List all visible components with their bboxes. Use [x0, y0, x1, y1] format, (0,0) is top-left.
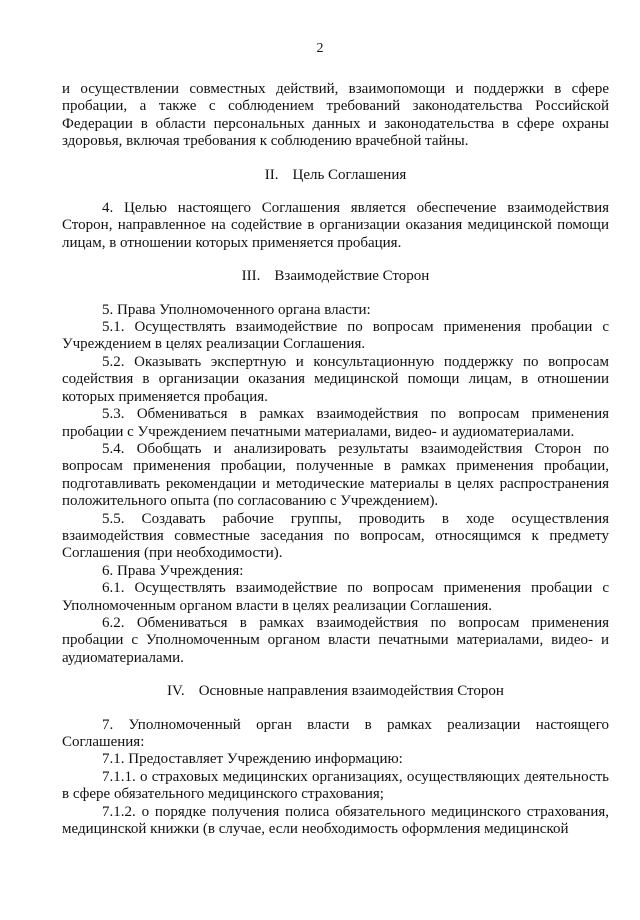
- clause-7-1-1: 7.1.1. о страховых медицинских организациях, осуществляющих деятельность в сфере обязательного медицинского страхования;: [62, 768, 609, 803]
- clause-6-1: 6.1. Осуществлять взаимодействие по вопросам применения пробации с Уполномоченным органом власти в целях реализации Соглашения.: [62, 580, 609, 614]
- clause-5-4: 5.4. Обобщать и анализировать результаты взаимодействия Сторон по вопросам применения пробации, полученные в рамках применения пробации, подготавливать рекомендации и методические материалы в целях распространения положительного опыта (по согласованию с Учреждением).: [62, 440, 609, 510]
- clause-5: 5. Права Уполномоченного органа власти:: [102, 301, 371, 318]
- clause-5-2: 5.2. Оказывать экспертную и консультационную поддержку по вопросам содействия в организации оказания медицинской помощи лицам, в отношении которых применяется пробация.: [62, 353, 609, 405]
- intro-paragraph: и осуществлении совместных действий, взаимопомощи и поддержки в сфере пробации, а также с соблюдением требований законодательства Российской Федерации в области персональных данных и законодательства в сфере охраны здоровья, включая требования к соблюдению врачебной тайны.: [62, 81, 609, 150]
- section-title: Основные направления взаимодействия Сторон: [198, 683, 504, 700]
- clause-5-3: 5.3. Обмениваться в рамках взаимодействия по вопросам применения пробации с Учреждением печатными материалами, видео- и аудиоматериалами.: [62, 406, 609, 440]
- clause-7-1: 7.1. Предоставляет Учреждению информацию:: [102, 751, 403, 768]
- clause-7: 7. Уполномоченный орган власти в рамках реализации настоящего Соглашения:: [62, 716, 609, 750]
- clause-5-5: 5.5. Создавать рабочие группы, проводить в ходе осуществления взаимодействия совместные заседания по вопросам, относящимся к предмету Соглашения (при необходимости).: [62, 510, 609, 562]
- section-title: Цель Соглашения: [292, 166, 407, 183]
- clause-5-1: 5.1. Осуществлять взаимодействие по вопросам применения пробации с Учреждением в целях реализации Соглашения.: [62, 319, 609, 353]
- page-number: 2: [316, 41, 324, 56]
- section-heading-4: [62, 683, 609, 700]
- clause-6-2: 6.2. Обмениваться в рамках взаимодействия по вопросам применения пробации с Уполномоченным органом власти печатными материалами, видео- и аудиоматериалами.: [62, 614, 609, 666]
- section-heading-2: [62, 167, 609, 184]
- clause-7-1-2: 7.1.2. о порядке получения полиса обязательного медицинского страхования, медицинской книжки (в случае, если необходимость оформления медицинской: [62, 803, 609, 838]
- clause-4: 4. Целью настоящего Соглашения является обеспечение взаимодействия Сторон, направленное на содействие в организации оказания медицинской помощи лицам, в отношении которых применяется пробация.: [62, 200, 609, 251]
- section-heading-3: [62, 268, 609, 285]
- section-title: Взаимодействие Сторон: [274, 268, 430, 285]
- section-number: II.: [264, 166, 279, 183]
- section-number: III.: [241, 268, 261, 285]
- clause-6: 6. Права Учреждения:: [102, 562, 244, 579]
- section-number: IV.: [167, 683, 185, 700]
- document-body: [62, 81, 609, 838]
